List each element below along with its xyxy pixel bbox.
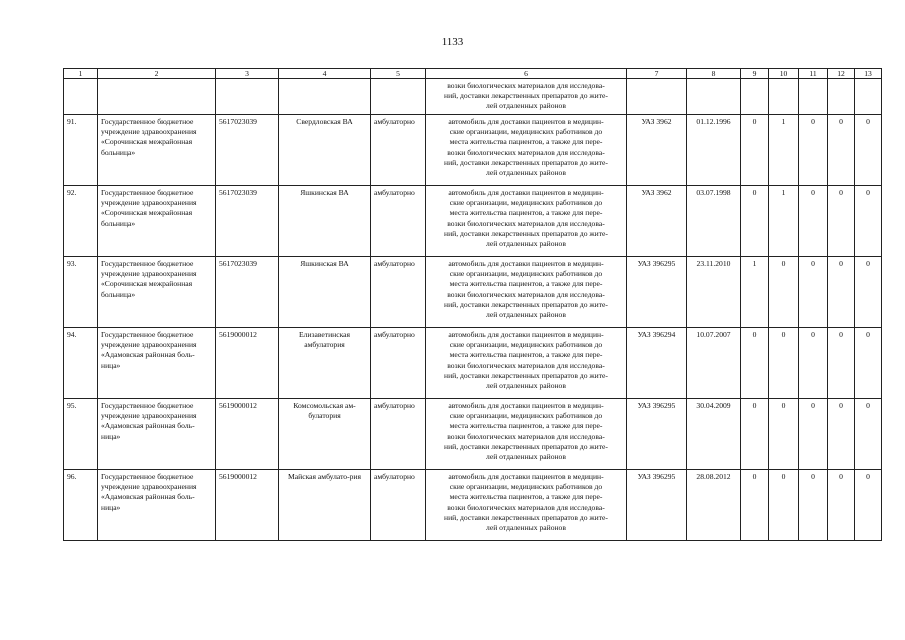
row-number-cell: 95. <box>64 399 98 470</box>
code-cell: 5617023039 <box>216 186 279 257</box>
vehicle-cell: УАЗ 396295 <box>627 470 687 541</box>
unit-cell: Комсомольская ам-булатория <box>279 399 371 470</box>
unit-cell: Майская амбулато-рия <box>279 470 371 541</box>
column-number: 8 <box>687 69 741 79</box>
date-cell: 30.04.2009 <box>687 399 741 470</box>
col-12-cell: 0 <box>828 328 855 399</box>
cell-empty <box>64 79 98 115</box>
col-13-cell: 0 <box>855 470 882 541</box>
table-row <box>64 115 882 186</box>
mode-cell: амбулаторно <box>371 399 426 470</box>
table-row <box>64 470 882 541</box>
col-11-cell: 0 <box>799 399 828 470</box>
col-9-cell: 0 <box>741 399 769 470</box>
col-10-cell: 0 <box>769 399 799 470</box>
cell-empty <box>741 79 769 115</box>
col-11-cell: 0 <box>799 257 828 328</box>
column-number-row <box>64 69 882 79</box>
column-number: 3 <box>216 69 279 79</box>
mode-cell: амбулаторно <box>371 186 426 257</box>
purpose-cell: автомобиль для доставки пациентов в медицин- ские организации, медицинских работников до места жительства пациентов, а также для пере- возки биологических материалов для исследова- ний, доставки лекарственных препаратов до жите- лей отдаленных районов <box>426 257 627 328</box>
continuation-row <box>64 79 882 115</box>
organization-cell: Государственное бюджетное учреждение здравоохранения «Адамовская районная боль-ница» <box>98 399 216 470</box>
date-cell: 03.07.1998 <box>687 186 741 257</box>
table-row <box>64 186 882 257</box>
col-10-cell: 0 <box>769 470 799 541</box>
column-number: 2 <box>98 69 216 79</box>
date-cell: 28.08.2012 <box>687 470 741 541</box>
row-number-cell: 91. <box>64 115 98 186</box>
unit-cell: Яшкинская ВА <box>279 186 371 257</box>
unit-cell: Елизаветинская амбулатория <box>279 328 371 399</box>
column-number: 11 <box>799 69 828 79</box>
organization-cell: Государственное бюджетное учреждение здравоохранения «Сорочинская межрайонная больница» <box>98 186 216 257</box>
vehicle-cell: УАЗ 3962 <box>627 115 687 186</box>
table-row <box>64 257 882 328</box>
col-13-cell: 0 <box>855 257 882 328</box>
col-11-cell: 0 <box>799 328 828 399</box>
col-13-cell: 0 <box>855 115 882 186</box>
code-cell: 5617023039 <box>216 257 279 328</box>
page-number: 1133 <box>441 36 464 48</box>
col-11-cell: 0 <box>799 470 828 541</box>
table-row <box>64 328 882 399</box>
col-11-cell: 0 <box>799 186 828 257</box>
code-cell: 5619000012 <box>216 470 279 541</box>
col-13-cell: 0 <box>855 186 882 257</box>
cell-empty <box>769 79 799 115</box>
mode-cell: амбулаторно <box>371 328 426 399</box>
vehicle-cell: УАЗ 396294 <box>627 328 687 399</box>
column-number: 5 <box>371 69 426 79</box>
col-13-cell: 0 <box>855 399 882 470</box>
col-12-cell: 0 <box>828 399 855 470</box>
row-number-cell: 93. <box>64 257 98 328</box>
col-10-cell: 1 <box>769 186 799 257</box>
col-12-cell: 0 <box>828 186 855 257</box>
col-10-cell: 0 <box>769 257 799 328</box>
col-10-cell: 1 <box>769 115 799 186</box>
row-number-cell: 92. <box>64 186 98 257</box>
organization-cell: Государственное бюджетное учреждение здравоохранения «Адамовская районная боль-ница» <box>98 328 216 399</box>
organization-cell: Государственное бюджетное учреждение здравоохранения «Адамовская районная боль-ница» <box>98 470 216 541</box>
vehicle-table <box>63 68 882 541</box>
col-13-cell: 0 <box>855 328 882 399</box>
mode-cell: амбулаторно <box>371 470 426 541</box>
column-number: 9 <box>741 69 769 79</box>
col-12-cell: 0 <box>828 257 855 328</box>
cell-empty <box>279 79 371 115</box>
row-number-cell: 94. <box>64 328 98 399</box>
cell-empty <box>687 79 741 115</box>
unit-cell: Свердловская ВА <box>279 115 371 186</box>
organization-cell: Государственное бюджетное учреждение здравоохранения «Сорочинская межрайонная больница» <box>98 257 216 328</box>
table-row <box>64 399 882 470</box>
column-number: 13 <box>855 69 882 79</box>
cell-empty <box>799 79 828 115</box>
vehicle-cell: УАЗ 3962 <box>627 186 687 257</box>
vehicle-cell: УАЗ 396295 <box>627 257 687 328</box>
column-number: 6 <box>426 69 627 79</box>
purpose-cell: возки биологических материалов для исследова- ний, доставки лекарственных препаратов до жите- лей отдаленных районов <box>426 79 627 115</box>
col-9-cell: 1 <box>741 257 769 328</box>
code-cell: 5619000012 <box>216 399 279 470</box>
column-number: 12 <box>828 69 855 79</box>
row-number-cell: 96. <box>64 470 98 541</box>
vehicle-cell: УАЗ 396295 <box>627 399 687 470</box>
col-9-cell: 0 <box>741 115 769 186</box>
cell-empty <box>627 79 687 115</box>
col-9-cell: 0 <box>741 186 769 257</box>
col-9-cell: 0 <box>741 470 769 541</box>
col-10-cell: 0 <box>769 328 799 399</box>
unit-cell: Яшкинская ВА <box>279 257 371 328</box>
purpose-cell: автомобиль для доставки пациентов в медицин- ские организации, медицинских работников до места жительства пациентов, а также для пере- возки биологических материалов для исследова- ний, доставки лекарственных препаратов до жите- лей отдаленных районов <box>426 399 627 470</box>
cell-empty <box>855 79 882 115</box>
column-number: 10 <box>769 69 799 79</box>
purpose-cell: автомобиль для доставки пациентов в медицин- ские организации, медицинских работников до места жительства пациентов, а также для пере- возки биологических материалов для исследова- ний, доставки лекарственных препаратов до жите- лей отдаленных районов <box>426 115 627 186</box>
column-number: 1 <box>64 69 98 79</box>
date-cell: 10.07.2007 <box>687 328 741 399</box>
cell-empty <box>216 79 279 115</box>
cell-empty <box>828 79 855 115</box>
col-11-cell: 0 <box>799 115 828 186</box>
organization-cell: Государственное бюджетное учреждение здравоохранения «Сорочинская межрайонная больница» <box>98 115 216 186</box>
code-cell: 5617023039 <box>216 115 279 186</box>
cell-empty <box>98 79 216 115</box>
date-cell: 01.12.1996 <box>687 115 741 186</box>
date-cell: 23.11.2010 <box>687 257 741 328</box>
purpose-cell: автомобиль для доставки пациентов в медицин- ские организации, медицинских работников до места жительства пациентов, а также для пере- возки биологических материалов для исследова- ний, доставки лекарственных препаратов до жите- лей отдаленных районов <box>426 470 627 541</box>
purpose-cell: автомобиль для доставки пациентов в медицин- ские организации, медицинских работников до места жительства пациентов, а также для пере- возки биологических материалов для исследова- ний, доставки лекарственных препаратов до жите- лей отдаленных районов <box>426 186 627 257</box>
mode-cell: амбулаторно <box>371 257 426 328</box>
col-9-cell: 0 <box>741 328 769 399</box>
code-cell: 5619000012 <box>216 328 279 399</box>
col-12-cell: 0 <box>828 470 855 541</box>
column-number: 7 <box>627 69 687 79</box>
col-12-cell: 0 <box>828 115 855 186</box>
column-number: 4 <box>279 69 371 79</box>
mode-cell: амбулаторно <box>371 115 426 186</box>
purpose-cell: автомобиль для доставки пациентов в медицин- ские организации, медицинских работников до места жительства пациентов, а также для пере- возки биологических материалов для исследова- ний, доставки лекарственных препаратов до жите- лей отдаленных районов <box>426 328 627 399</box>
cell-empty <box>371 79 426 115</box>
